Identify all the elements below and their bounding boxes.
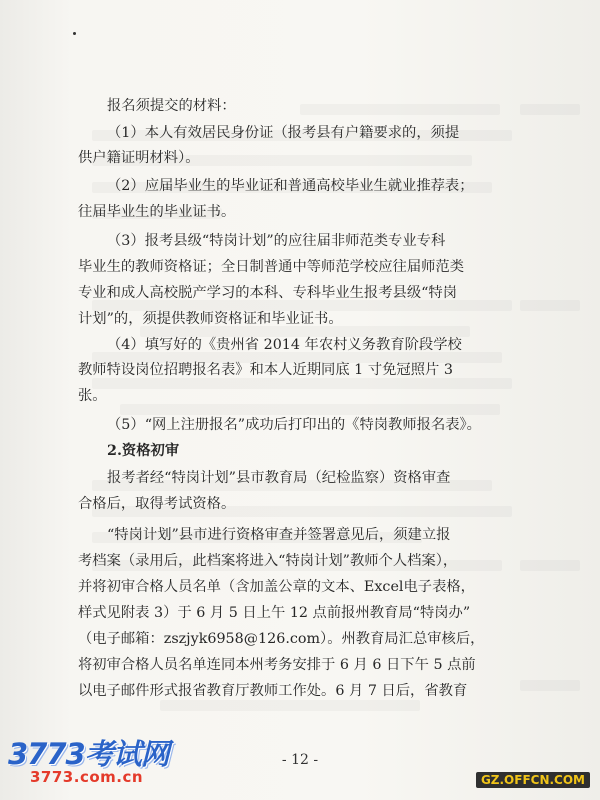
page-number: - 12 - [281, 752, 319, 768]
paragraph-line: （4）填写好的《贵州省 2014 年农村义务教育阶段学校 [107, 337, 462, 353]
paragraph-line: 将初审合格人员名单连同本州考务安排于 6 月 6 日下午 5 点前 [78, 657, 476, 673]
paragraph-line: （5）“网上注册报名”成功后打印出的《特岗教师报名表》。 [107, 417, 481, 433]
paragraph-line: 合格后，取得考试资格。 [78, 496, 236, 512]
paragraph-line: 往届毕业生的毕业证书。 [78, 204, 236, 220]
paragraph-line: “特岗计划”县市进行资格审查并签署意见后，须建立报 [107, 527, 451, 543]
paragraph-line: 供户籍证明材料）。 [78, 150, 200, 166]
paragraph-line: （1）本人有效居民身份证（报考县有户籍要求的，须提 [107, 125, 460, 141]
paragraph-line: 并将初审合格人员名单（含加盖公章的文本、Excel电子表格， [78, 579, 475, 595]
paragraph-line: 样式见附表 3）于 6 月 5 日上午 12 点前报州教育局“特岗办” [78, 605, 471, 621]
paragraph-line: （电子邮箱：zszjyk6958@126.com）。州教育局汇总审核后， [78, 631, 485, 647]
watermark-url: 3773.com.cn [30, 768, 144, 786]
section-heading: 2.资格初审 [107, 443, 180, 459]
watermark-badge-text: GZ.OFFCN.COM [480, 773, 585, 787]
paragraph-line: （2）应届毕业生的毕业证和普通高校毕业生就业推荐表； [107, 178, 474, 194]
corner-watermark [476, 772, 590, 788]
paragraph-line: 报名须提交的材料： [107, 98, 236, 114]
paragraph-line: 以电子邮件形式报省教育厅教师工作处。6 月 7 日后，省教育 [78, 683, 468, 699]
paragraph-line: 计划”的，须提供教师资格证和毕业证书。 [78, 311, 343, 327]
watermark-logo-text: 3773考试网 [8, 737, 169, 771]
paragraph-line: 考档案（录用后，此档案将进入“特岗计划”教师个人档案）， [78, 553, 458, 569]
paragraph-line: 专业和成人高校脱产学习的本科、专科毕业生报考县级“特岗 [78, 285, 458, 301]
paragraph-line: 报考者经“特岗计划”县市教育局（纪检监察）资格审查 [107, 470, 451, 486]
scan-speck [73, 32, 76, 35]
site-watermark-logo [8, 732, 178, 792]
paragraph-line: 张。 [78, 388, 107, 404]
paragraph-line: 教师特设岗位招聘报名表》和本人近期同底 1 寸免冠照片 3 [78, 362, 453, 378]
paragraph-line: （3）报考县级“特岗计划”的应往届非师范类专业专科 [107, 233, 446, 249]
paragraph-line: 毕业生的教师资格证；全日制普通中等师范学校应往届师范类 [78, 259, 465, 275]
